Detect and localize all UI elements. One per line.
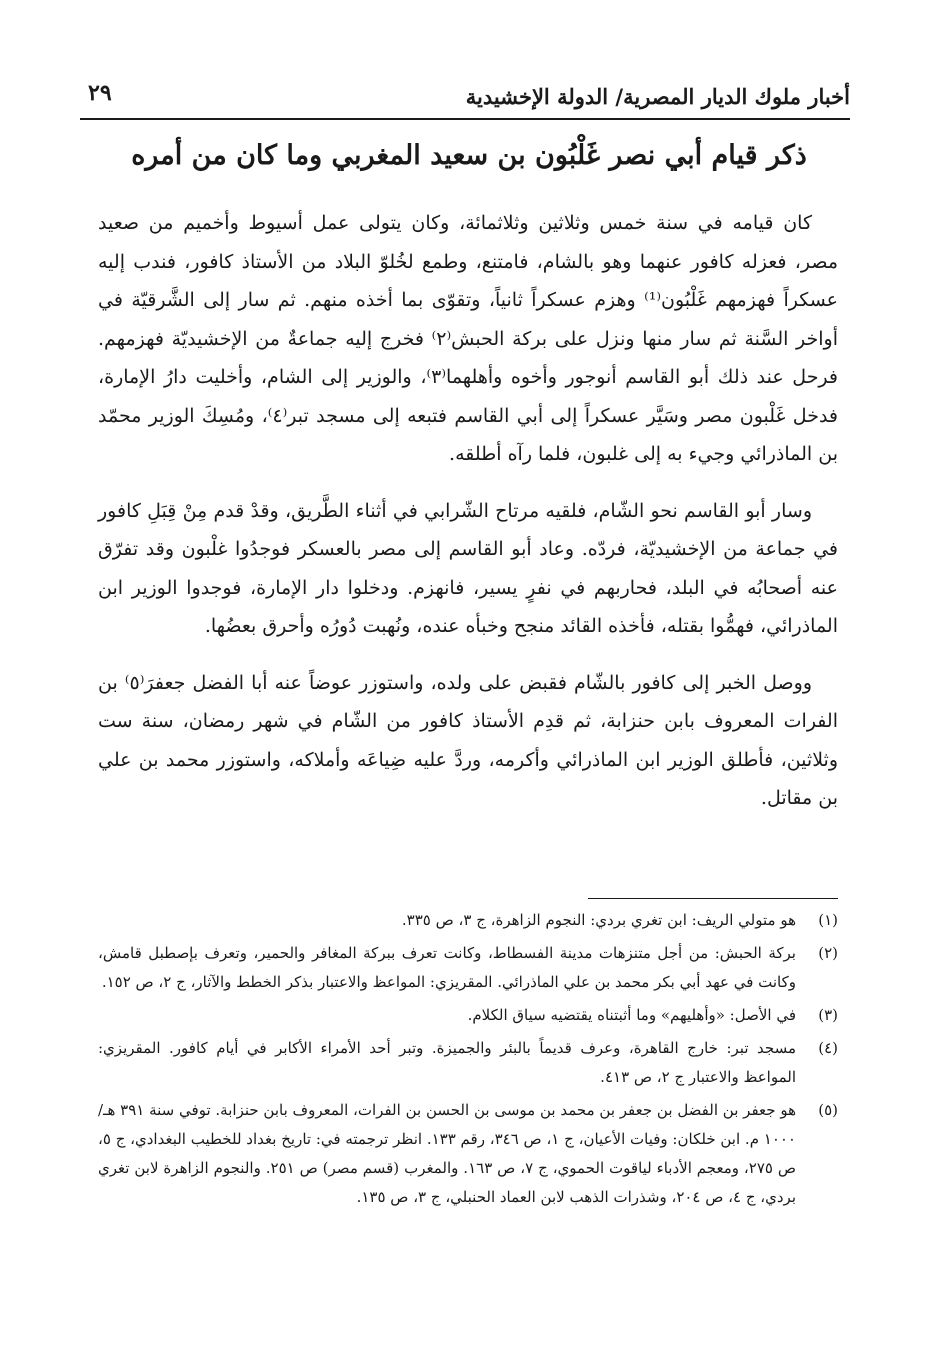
footnote — [98, 1001, 838, 1030]
footnote-number: (١) — [818, 911, 838, 929]
footnote-text: هو جعفر بن الفضل بن جعفر بن محمد بن موسى بن الحسن بن الفرات، المعروف بابن حنزابة. توفي سنة ٣٩١ هـ/ ١٠٠٠ م. ابن خلكان: وفيات الأعيان، ج ١، ص ٣٤٦، رقم ١٣٣. انظر ترجمته في: تاريخ بغداد للخطيب البغدادي، ج ٥، ص ٢٧٥، ومعجم الأدباء لياقوت الحموي، ج ٧، ص ١٦٣. والمغرب (قسم مصر) ص ٢٥١. والنجوم الزاهرة لابن تغري بردي، ج ٤، ص ٢٠٤، وشذرات الذهب لابن العماد الحنبلي، ج ٣، ص ١٣٥. — [98, 1101, 797, 1206]
running-header — [80, 74, 850, 120]
footnote-text: بركة الحبش: من أجل متنزهات مدينة الفسطاط، وكانت تعرف ببركة المغافر والحمير، وتعرف بإصطبل قامش، وكانت في عهد أبي بكر محمد بن علي الماذرائي. المقريزي: المواعظ والاعتبار بذكر الخطط والآثار، ج ٢، ص ١٥٢. — [98, 944, 796, 991]
paragraph: وسار أبو القاسم نحو الشّام، فلقيه مرتاح الشّرابي في أثناء الطَّريق، وقدْ قدم مِنْ قِبَلِ كافور في جماعة من الإخشيديّة، فردّه. وعاد أبو القاسم إلى مصر بالعسكر فوجدُوا غلْبون وقد تفرّق عنه أصحابُه في البلد، فحاربهم في نفرٍ يسير، فانهزم. ودخلوا دار الإمارة، فوجدوا الوزير ابن الماذرائي، فهمُّوا بقتله، فأخذه القائد منجح وخبأه عنده، ونُهبت دُورُه وأحرق بعضُها. — [98, 499, 838, 637]
footnote — [98, 906, 838, 935]
paragraph: كان قيامه في سنة خمس وثلاثين وثلاثمائة، وكان يتولى عمل أسيوط وأخميم من صعيد مصر، فعزله كافور عنهما وهو بالشام، فامتنع، وطمع لخُلوّ البلاد من الأستاذ كافور، فندب إليه عسكراً فهزمهم غَلْبُون⁽¹⁾ وهزم عسكراً ثانياً، وتقوّى بما أخذه منهم. ثم سار إلى الشَّرقيّة في أواخر السَّنة ثم سار منها ونزل على بركة الحبش⁽٢⁾ فخرج إليه جماعةٌ من الإخشيديّة فهزمهم. فرحل عند ذلك أبو القاسم أنوجور وأخوه وأهلهما⁽٣⁾، والوزير إلى الشام، وأخليت دارُ الإمارة، فدخل غَلْبون مصر وسَيَّر عسكراً إلى أبي القاسم فتبعه إلى مسجد تبر⁽٤⁾، ومُسِكَ الوزير محمّد بن الماذرائي وجيء به إلى غلبون، فلما رآه أطلقه. — [98, 212, 839, 465]
footnote — [98, 1096, 838, 1212]
footnote-number: (٤) — [818, 1039, 838, 1057]
chapter-title: ذكر قيام أبي نصر غَلْبُون بن سعيد المغربي وما كان من أمره — [131, 140, 807, 171]
footnote-number: (٣) — [818, 1006, 838, 1024]
footnote-text: مسجد تبر: خارج القاهرة، وعرف قديماً بالبئر والجميزة. وتبر أحد الأمراء الأكابر في أيام كافور. المقريزي: المواعظ والاعتبار ج ٢، ص ٤١٣. — [98, 1039, 796, 1086]
footnote-number: (٢) — [818, 944, 838, 962]
footnote-number: (٥) — [818, 1101, 838, 1119]
footnote — [98, 939, 838, 997]
footnote-text: هو متولي الريف: ابن تغري بردي: النجوم الزاهرة، ج ٣، ص ٣٣٥. — [401, 911, 796, 929]
footnote-divider — [588, 898, 838, 899]
main-text — [98, 204, 838, 836]
footnote-text: في الأصل: «وأهليهم» وما أثبتناه يقتضيه سياق الكلام. — [467, 1006, 796, 1024]
paragraph: ووصل الخبر إلى كافور بالشّام فقبض على ولده، واستوزر عوضاً عنه أبا الفضل جعفرَ⁽٥⁾ بن الفرات المعروف بابن حنزابة، ثم قدِم الأستاذ كافور من الشّام في شهر رمضان، سنة ست وثلاثين، فأطلق الوزير ابن الماذرائي وأكرمه، وردَّ عليه ضِياعَه وأملاكه، واستوزر محمد بن علي بن مقاتل. — [98, 671, 838, 809]
footnotes — [98, 906, 838, 1216]
footnote — [98, 1034, 838, 1092]
running-title: أخبار ملوك الديار المصرية/ الدولة الإخشيدية — [465, 84, 850, 109]
page-number: ٢٩ — [88, 80, 112, 106]
